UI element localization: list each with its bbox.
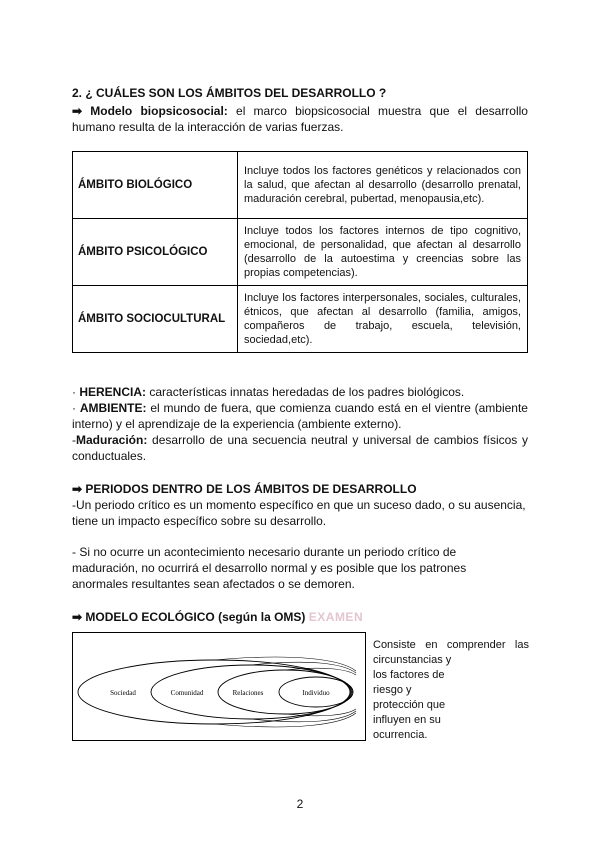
definition-term: AMBIENTE: [79,401,147,415]
periodos-section [72,481,528,529]
definition-term: HERENCIA: [79,385,147,399]
section-heading: 2. ¿ CUÁLES SON LOS ÁMBITOS DEL DESARROLLO ? [72,86,387,100]
page-number: 2 [296,797,304,811]
bullet: - [72,433,76,447]
definition-text: desarrollo de una secuencia neutral y universal de cambios físicos y conductuales. [72,433,528,463]
description-line: protección que [373,699,446,711]
arrow-icon: ➡ [72,482,83,496]
definition-item [72,432,528,464]
periodos-p2: - Si no ocurre un acontecimiento necesario durante un periodo crítico de maduración, no ocurrirá el desarrollo normal y es posible que los patrones anormales resultantes sean afectados o se demoren. [72,545,467,591]
ambito-name: ÁMBITO PSICOLÓGICO [73,219,238,286]
level-label: Sociedad [110,689,136,697]
ambito-name: ÁMBITO SOCIOCULTURAL [73,286,238,353]
arrow-icon: ➡ [72,104,83,118]
description-line: circunstancias y [373,654,452,666]
definitions-list [72,384,528,464]
table-row [73,152,528,219]
ambito-desc: Incluye todos los factores internos de tipo cognitivo, emocional, de personalidad, que afectan al desarrollo (desarrollo de la autoestima y creencias sobre las propias competencias). [238,219,528,286]
intro-text: el marco biopsicosocial muestra que el desarrollo humano resulta de la interacción de varias fuerzas. [72,104,528,134]
ecological-model-svg [73,633,365,740]
intro-paragraph [72,103,528,135]
ambito-desc: Incluye todos los factores genéticos y relacionados con la salud, que afectan al desarrollo (desarrollo prenatal, maduración cerebral, pubertad, menopausia,etc). [238,152,528,219]
converging-line [285,668,356,675]
periodos-p1: -Un periodo crítico es un momento específico en que un suceso dado, o su ausencia, tiene un impacto específico sobre su desarrollo. [72,498,526,528]
description-line: riesgo y [373,684,412,696]
modelo-heading [72,610,363,624]
ambito-name: ÁMBITO BIOLÓGICO [73,152,238,219]
bullet: · [72,385,80,399]
ecological-model-diagram [72,632,366,741]
ambito-desc: Incluye los factores interpersonales, sociales, culturales, étnicos, que afectan al desarrollo (familia, amigos, compañeros de trabajo, escuela, televisión, sociedad,etc). [238,286,528,353]
bullet: · [72,401,80,415]
table-row [73,286,528,353]
level-label: Relaciones [232,689,264,697]
table-row [73,219,528,286]
modelo-description [373,638,529,743]
arrow-icon: ➡ [72,610,83,624]
definition-item [72,384,528,400]
description-line: Consiste en comprender las [373,639,529,651]
description-line: influyen en su [373,714,441,726]
ambitos-table [72,151,528,353]
definition-text: el mundo de fuera, que comienza cuando está en el vientre (ambiente interno) y el aprendizaje de la experiencia (ambiente externo). [72,401,528,431]
examen-tag: EXAMEN [308,610,364,624]
converging-line [285,709,356,716]
modelo-title: MODELO ECOLÓGICO (según la OMS) [85,610,306,624]
description-line: los factores de [373,669,445,681]
intro-label: Modelo biopsicosocial: [90,104,228,118]
level-label: Individuo [302,689,330,697]
description-line: ocurrencia. [373,729,428,741]
level-label: Comunidad [170,689,204,697]
definition-term: Maduración: [76,433,148,447]
definition-text: características innatas heredadas de los padres biológicos. [146,385,465,399]
definition-item [72,400,528,432]
periodos-title: PERIODOS DENTRO DE LOS ÁMBITOS DE DESARROLLO [85,482,417,496]
